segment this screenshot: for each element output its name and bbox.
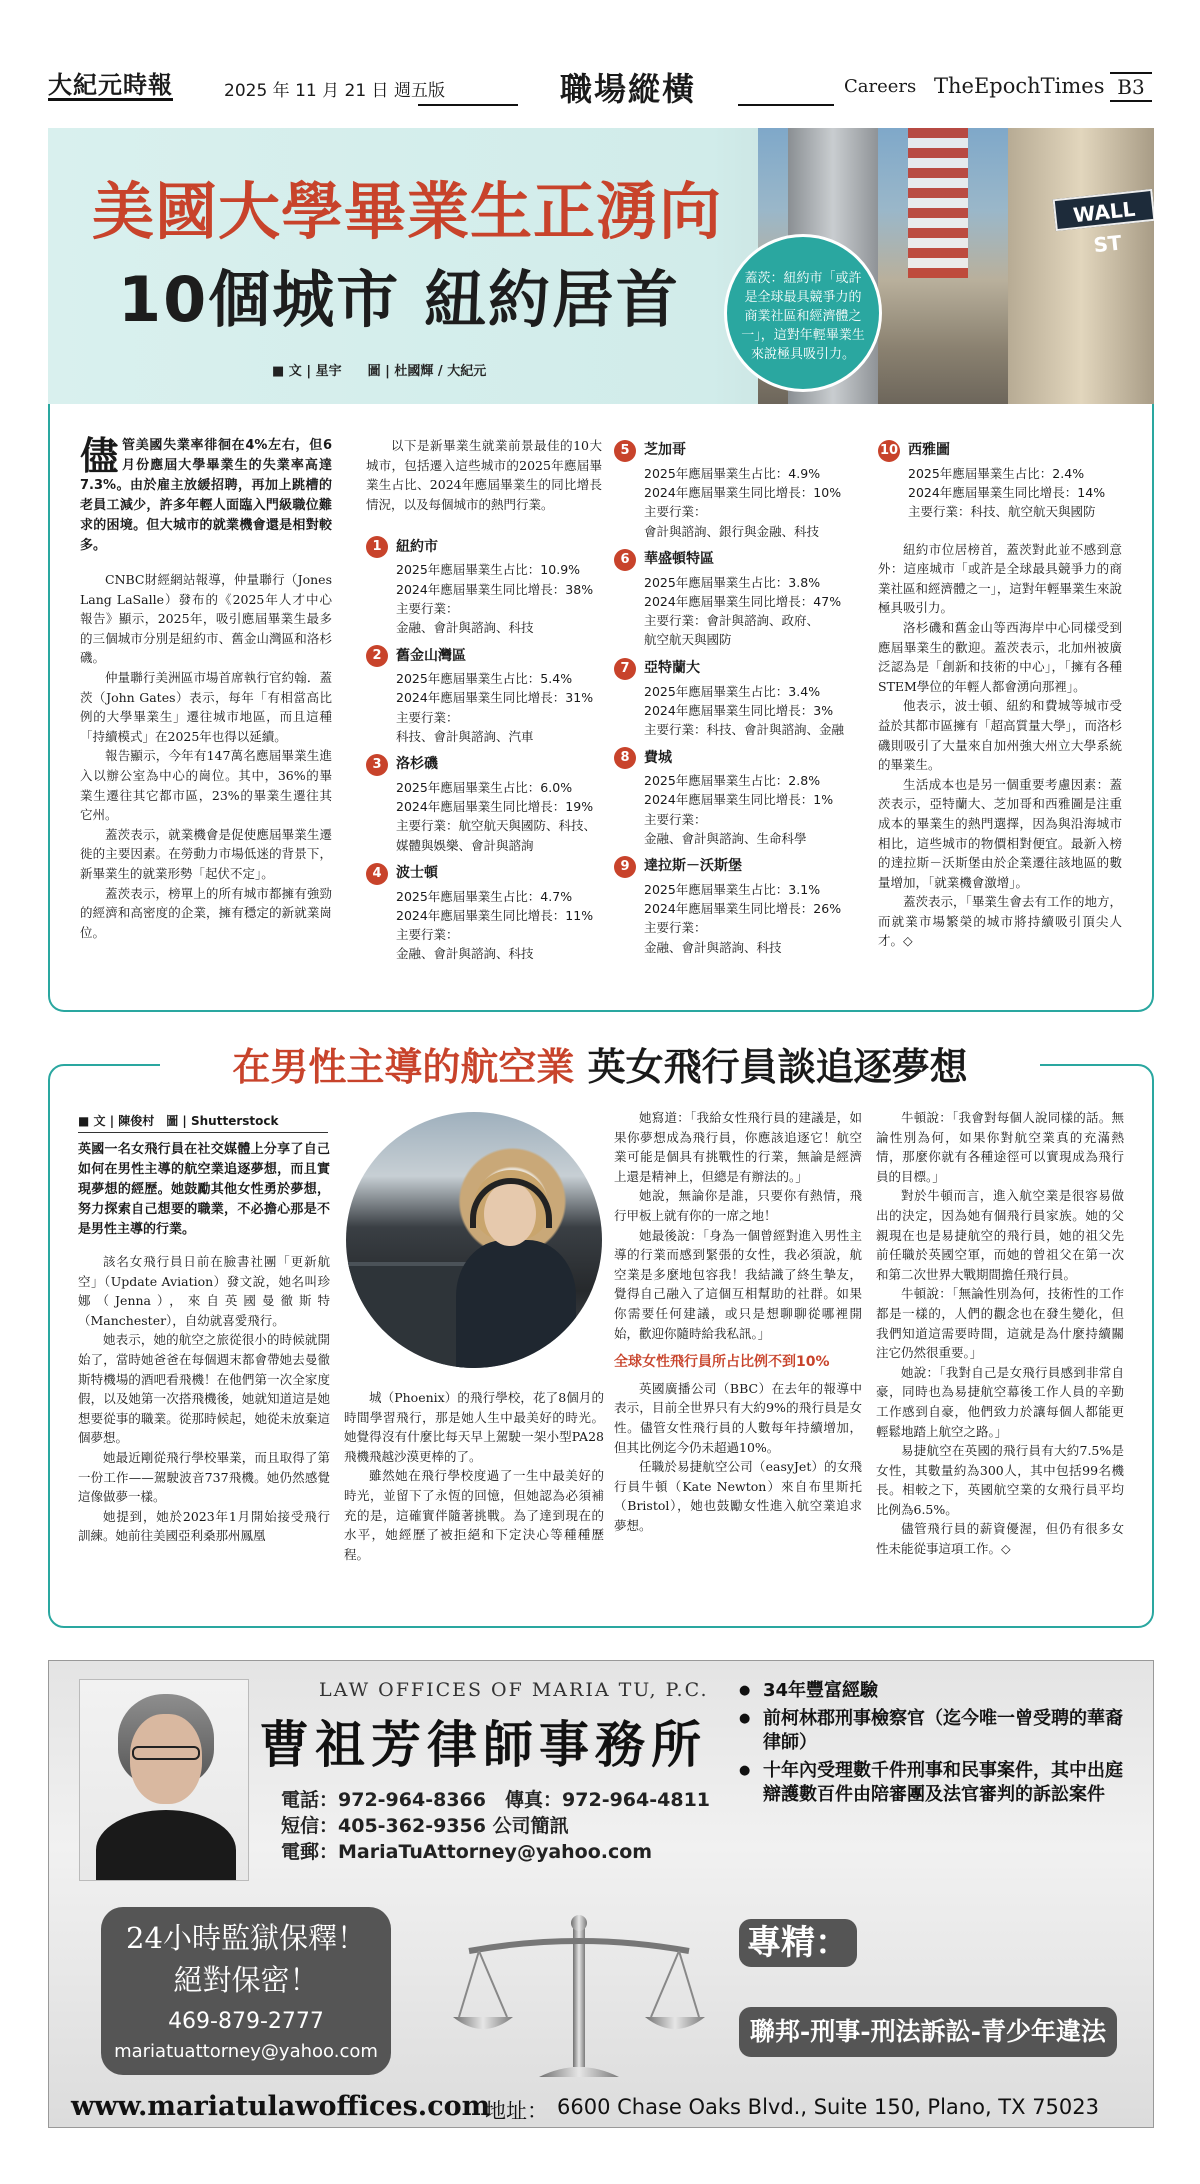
rank-badge: 5 (614, 440, 636, 462)
city-heading (614, 856, 870, 878)
paragraph: 儘管飛行員的薪資優渥，但仍有很多女性未能從事這項工作。◇ (876, 1521, 1124, 1557)
office-address: 6600 Chase Oaks Blvd., Suite 150, Plano, TX 75023 (557, 2095, 1100, 2119)
paragraph: CNBC財經網站報導，仲量聯行（Jones Lang LaSalle）發布的《2025年人才中心報告》顯示，2025年，吸引應屆畢業生最多的三個城市分別是紐約市、舊金山灣區和洛杉磯。 (80, 572, 332, 666)
city-industries: 科技、會計與諮詢、汽車 (396, 728, 534, 744)
sms-number[interactable]: 405-362-9356 公司簡訊 (338, 1815, 569, 1837)
paragraph: 她提到，她於2023年1月開始接受飛行訓練。她前往美國亞利桑那州鳳凰 (78, 1508, 330, 1544)
city-share: 2025年應屆畢業生占比：3.4% (644, 683, 821, 699)
city-growth: 2024年應屆畢業生同比增長：19% (396, 799, 594, 815)
glasses-icon (132, 1746, 200, 1760)
city-entry (366, 645, 602, 746)
section-title: 職場縱橫 (559, 70, 696, 108)
epoch-times-wordmark: TheEpochTimes (934, 74, 1105, 98)
city-list-1-4 (366, 536, 602, 963)
article2-column-3 (614, 1108, 862, 1535)
paragraph: 報告顯示，今年有147萬名應屆畢業生進入以辦公室為中心的崗位。其中，36%的畢業生遷往其它都市區，23%的畢業生遷往其它州。 (80, 748, 332, 823)
article1-column-4 (878, 440, 1122, 951)
city-entry (614, 747, 870, 848)
paragraph: 洛杉磯和舊金山等西海岸中心同樣受到應屆畢業生的歡迎。蓋茨表示，北加州被廣泛認為是「創新和技術的中心」，「擁有各種STEM學位的年輕人都會湧向那裡」。 (878, 619, 1122, 694)
firm-name-chinese: 曹祖芳律師事務所 (259, 1715, 707, 1774)
paragraph: 她寫道：「我給女性飛行員的建議是，如果你夢想成為飛行員，你應該追逐它！航空業可能是個具有挑戰性的行業，無論是經濟上還是精神上，但總是有辦法的。」 (614, 1110, 862, 1184)
city-heading (614, 658, 870, 680)
city-entry (366, 863, 602, 964)
credential-item: ● 前柯林郡刑事檢察官（迄今唯一曾受聘的華裔律師） (739, 1707, 1139, 1755)
city-industries: 金融、會計與諮詢、科技 (396, 619, 534, 635)
city-industries: 金融、會計與諮詢、科技 (396, 946, 534, 962)
paragraph: 城（Phoenix）的飛行學校，花了8個月的時間學習飛行，那是她人生中最美好的時光。她覺得沒有什麼比每天早上駕駛一架小型PA28飛機飛越沙漠更棒的了。 (344, 1390, 604, 1464)
city-name: 紐約市 (396, 538, 438, 555)
city-industry-label: 主要行業： (396, 927, 459, 943)
paragraph: 該名女飛行員日前在臉書社團「更新航空」（Update Aviation）發文說，她名叫珍娜（Jenna），來自英國曼徹斯特（Manchester），自幼就喜愛飛行。 (78, 1254, 330, 1328)
article2-col2-body (344, 1388, 604, 1564)
firm-name-english: LAW OFFICES OF MARIA TU, P.C. (319, 1679, 709, 1701)
bail-line-1: 24小時監獄保釋！ (126, 1921, 366, 1955)
rank-badge: 8 (614, 747, 636, 769)
city-name: 亞特蘭大 (644, 660, 700, 677)
city-share: 2025年應屆畢業生占比：2.8% (644, 773, 821, 789)
city-heading (614, 549, 870, 571)
credentials-list (739, 1679, 1139, 1811)
city-growth: 2024年應屆畢業生同比增長：26% (644, 901, 842, 917)
credential-item: ● 34年豐富經驗 (739, 1679, 1139, 1703)
paragraph: 紐約市位居榜首，蓋茨對此並不感到意外：這座城市「或許是全球最具競爭力的商業社區和經濟體之一」，這對年輕畢業生來說極具吸引力。 (878, 541, 1122, 616)
city-heading (614, 747, 870, 769)
article2-col4-body (876, 1108, 1124, 1559)
article2-title-red: 在男性主導的航空業 (232, 1045, 575, 1089)
masthead (48, 70, 1152, 106)
article2-lead: 英國一名女飛行員在社交媒體上分享了自己如何在男性主導的航空業追逐夢想，而且實現夢想的經歷。她鼓勵其他女性勇於夢想，努力探索自己想要的職業，不必擔心那是不是男性主導的行業。 (78, 1142, 330, 1237)
rank-badge: 1 (366, 536, 388, 558)
article1-pull-quote: 蓋茨：紐約市「或許是全球最具競爭力的商業社區和經濟體之一」，這對年輕畢業生來說極具吸引力。 (724, 234, 882, 392)
practice-areas: 聯邦-刑事-刑法訴訟-青少年違法 (739, 2007, 1117, 2057)
city-industry-label: 主要行業：科技、航空航天與國防 (908, 504, 1096, 520)
rank-badge: 4 (366, 863, 388, 885)
city-industries: 媒體與娛樂、會計與諮詢 (396, 837, 534, 853)
paragraph: 生活成本也是另一個重要考慮因素：蓋茨表示，亞特蘭大、芝加哥和西雅圖是注重成本的畢業生的熱門選擇，因為與沿海城市相比，這些城市的物價相對便宜。最新入榜的達拉斯－沃斯堡由於企業遷往該地區的數量增加，「就業機會激增」。 (878, 776, 1122, 890)
pilot-photo (346, 1112, 602, 1368)
city-heading (366, 754, 602, 776)
newspaper-logo: 大紀元時報 (48, 70, 173, 99)
city-entry (614, 856, 870, 957)
paragraph: 牛頓說：「無論性別為何，技術性的工作都是一樣的，人們的觀念也在發生變化，但我們知道這需要時間，這就是為什麼持續關注它仍然很重要。」 (876, 1286, 1124, 1361)
city-name: 達拉斯－沃斯堡 (644, 858, 742, 875)
phone-number[interactable]: 972-964-8366 (338, 1789, 486, 1811)
city-industry-label: 主要行業： (644, 811, 707, 827)
city-name: 費城 (644, 749, 672, 766)
city-entry (614, 658, 870, 740)
city-heading (366, 645, 602, 667)
city-industries: 航空航天與國防 (644, 632, 732, 648)
city-name: 舊金山灣區 (396, 647, 466, 664)
scales-of-justice-icon (449, 1907, 709, 2087)
city-industry-label: 主要行業：會計與諮詢、政府、 (644, 613, 820, 629)
city-growth: 2024年應屆畢業生同比增長：3% (644, 702, 834, 718)
credential-item: ● 十年內受理數千件刑事和民事案件，其中出庭辯護數百件由陪審團及法官審判的訴訟案件 (739, 1759, 1139, 1807)
rank-badge: 2 (366, 645, 388, 667)
bail-email[interactable]: mariatuattorney@yahoo.com (114, 2041, 378, 2062)
city-industry-label: 主要行業：科技、會計與諮詢、金融 (644, 722, 845, 738)
rank-badge: 6 (614, 549, 636, 571)
article1-col1-body (80, 570, 332, 942)
city-industry-label: 主要行業： (644, 504, 707, 520)
city-entry (366, 754, 602, 855)
drop-cap: 儘 (80, 433, 119, 478)
paragraph: 她說，無論你是誰，只要你有熱情，飛行甲板上就有你的一席之地！ (614, 1188, 862, 1223)
paragraph: 蓋茨表示，「畢業生會去有工作的地方，而就業市場繁榮的城市將持續吸引頂尖人才。◇ (878, 894, 1122, 949)
article1-list-intro: 以下是新畢業生就業前景最佳的10大城市，包括遷入這些城市的2025年應屆畢業生占比、2024年應屆畢業生的同比增長情況，以及每個城市的熱門行業。 (366, 438, 602, 512)
rank-badge: 3 (366, 754, 388, 776)
paragraph: 蓋茨表示，就業機會是促使應屆畢業生遷徙的主要因素。在勞動力市場低迷的背景下，新畢業生的就業形勢「起伏不定」。 (80, 826, 332, 881)
city-growth: 2024年應屆畢業生同比增長：1% (644, 792, 834, 808)
bail-box (101, 1907, 391, 2075)
article1-col4-body (878, 540, 1122, 951)
article1-column-3 (614, 440, 870, 965)
law-office-ad (48, 1660, 1154, 2128)
article2-col3-body-b (614, 1379, 862, 1536)
paragraph: 對於牛頓而言，進入航空業是很容易做出的決定，因為她有個飛行員家族。她的父親現在也是易捷航空的飛行員，她的祖父先前任職於英國空軍，而她的曾祖父在第一次和第二次世界大戰期間擔任飛行員。 (876, 1188, 1124, 1282)
city-heading (366, 536, 602, 558)
city-growth: 2024年應屆畢業生同比增長：14% (908, 485, 1106, 501)
contact-block: 電話：972-964-8366 傳真：972-964-4811 短信：405-362-9356 公司簡訊 電郵：MariaTuAttorney@yahoo.com (281, 1789, 711, 1863)
city-share: 2025年應屆畢業生占比：10.9% (396, 562, 581, 578)
article2-column-4 (876, 1108, 1124, 1559)
paragraph: 任職於易捷航空公司（easyJet）的女飛行員牛頓（Kate Newton）來自布里斯托（Bristol），她也鼓勵女性進入航空業追求夢想。 (614, 1459, 862, 1533)
city-name: 洛杉磯 (396, 756, 438, 773)
header-rule-right (738, 104, 834, 106)
article1-column-2 (366, 436, 602, 972)
header-rule-left (418, 104, 518, 106)
attorney-portrait (79, 1679, 249, 1881)
city-entry (366, 536, 602, 637)
email-address[interactable]: MariaTuAttorney@yahoo.com (338, 1841, 653, 1863)
paragraph: 她最後說：「身為一個曾經對進入男性主導的行業而感到緊張的女性，我必須說，航空業是多麼地包容我！我結識了終生摯友，覺得自己融入了這個互相幫助的社群。如果你需要任何建議，或只是想聊聊從哪裡開始，歡迎你隨時給我私訊。」 (614, 1227, 862, 1341)
city-growth: 2024年應屆畢業生同比增長：31% (396, 690, 594, 706)
paragraph: 她表示，她的航空之旅從很小的時候就開始了，當時她爸爸在每個週末都會帶她去曼徹斯特機場的酒吧看飛機！在他們第一次全家度假，以及她第一次搭飛機後，她就知道這是她想要從事的職業。從那時候起，她從未放棄這個夢想。 (78, 1332, 330, 1446)
article1-byline: ■ 文 | 星宇 圖 | 杜國輝 / 大紀元 (272, 364, 487, 379)
city-heading (366, 863, 602, 885)
city-growth: 2024年應屆畢業生同比增長：38% (396, 581, 594, 597)
city-entry (878, 440, 1122, 522)
article2-col1-body (78, 1252, 330, 1546)
city-share: 2025年應屆畢業生占比：6.0% (396, 780, 573, 795)
paragraph: 仲量聯行美洲區市場首席執行官約翰．蓋茨（John Gates）表示，每年「有相當高比例的大學畢業生」遷往城市地區，而且這種「持續模式」在2025年也得以延續。 (80, 669, 332, 744)
city-list-5-9 (614, 440, 870, 957)
rank-badge: 10 (878, 440, 900, 462)
city-industry-label: 主要行業： (396, 600, 459, 616)
article1-column-1 (80, 433, 332, 942)
article1-title-line1: 美國大學畢業生正湧向 (92, 175, 723, 248)
city-growth: 2024年應屆畢業生同比增長：47% (644, 594, 842, 610)
page-number: B3 (1110, 72, 1152, 102)
website-link[interactable]: www.mariatulawoffices.com (71, 2091, 491, 2122)
city-share: 2025年應屆畢業生占比：3.1% (644, 882, 821, 898)
article2-column-1 (78, 1140, 330, 1546)
bail-phone[interactable]: 469-879-2777 (168, 2009, 324, 2034)
article2-column-2 (344, 1388, 604, 1564)
article2-byline: ■ 文 | 陳俊村 圖 | Shutterstock (78, 1112, 328, 1133)
paragraph: 她說：「我對自己是女飛行員感到非常自豪，同時也為易捷航空幕後工作人員的辛勤工作感到自豪，他們致力於讓每個人都能更輕鬆地踏上航空之路。」 (876, 1364, 1124, 1439)
city-name: 華盛頓特區 (644, 551, 714, 568)
address-label: 地址： (485, 2099, 548, 2123)
city-growth: 2024年應屆畢業生同比增長：10% (644, 485, 842, 501)
city-heading (614, 440, 870, 462)
city-growth: 2024年應屆畢業生同比增長：11% (396, 908, 594, 924)
paragraph: 他表示，波士頓、紐約和費城等城市受益於其都市區擁有「超高質量大學」，而洛杉磯則吸引了大量來自加州強大州立大學系統的畢業生。 (878, 698, 1122, 773)
paragraph: 英國廣播公司（BBC）在去年的報導中表示，目前全世界只有大約9%的飛行員是女性。儘管女性飛行員的人數每年持續增加，但其比例迄今仍未超過10%。 (614, 1380, 862, 1455)
city-industries: 金融、會計與諮詢、科技 (644, 939, 782, 955)
article2-subhead: 全球女性飛行員所占比例不到10% (614, 1354, 830, 1371)
city-name: 芝加哥 (644, 442, 686, 459)
city-industry-label: 主要行業： (396, 709, 459, 725)
section-english: Careers (844, 76, 917, 97)
flag-icon (908, 128, 968, 278)
rank-badge: 7 (614, 658, 636, 680)
article2-col3-body-a (614, 1108, 862, 1343)
paragraph: 蓋茨表示，榜單上的所有城市都擁有強勁的經濟和高密度的企業，擁有穩定的新就業崗位。 (80, 885, 332, 940)
city-industry-label: 主要行業： (644, 920, 707, 936)
city-industries: 金融、會計與諮詢、生命科學 (644, 830, 807, 846)
specialty-label: 專精： (739, 1919, 857, 1967)
city-industry-label: 主要行業：航空航天與國防、科技、 (396, 818, 597, 834)
city-name: 西雅圖 (908, 442, 950, 459)
paragraph: 雖然她在飛行學校度過了一生中最美好的時光，並留下了永恆的回憶，但她認為必須補充的是，這確實伴隨著挑戰。為了達到現在的水平，她經歷了被拒絕和下定決心等種種歷程。 (344, 1468, 604, 1562)
article1-lead: 儘管美國失業率徘徊在4%左右，但6月份應屆大學畢業生的失業率高達7.3%。由於雇主放緩招聘，再加上跳槽的老員工減少，許多年輕人面臨入門級職位難求的困境。但大城市的就業機會還是相對較多。 (80, 433, 332, 553)
city-entry (614, 549, 870, 650)
paragraph: 牛頓說：「我會對每個人說同樣的話。無論性別為何，如果你對航空業真的充滿熱情，那麼你就有各種途徑可以實現成為飛行員的目標。」 (876, 1110, 1124, 1184)
city-share: 2025年應屆畢業生占比：4.9% (644, 466, 821, 481)
city-share: 2025年應屆畢業生占比：4.7% (396, 888, 573, 904)
article2-title (160, 1036, 1040, 1091)
city-name: 波士頓 (396, 865, 438, 882)
wall-street-sign-icon: WALL ST (1053, 189, 1154, 231)
city-heading (878, 440, 1122, 462)
issue-date: 2025 年 11 月 21 日 週五版 (224, 81, 445, 101)
bail-line-2: 絕對保密！ (173, 1963, 319, 1997)
city-industries: 會計與諮詢、銀行與金融、科技 (644, 523, 820, 539)
city-list-10 (878, 440, 1122, 522)
paragraph: 易捷航空在英國的飛行員有大約7.5%是女性，其數量約為300人，其中包括99名機長。相較之下，英國航空業的女飛行員平均比例為6.5%。 (876, 1443, 1124, 1517)
paragraph: 她最近剛從飛行學校畢業，而且取得了第一份工作——駕駛波音737飛機。她仍然感覺這像做夢一樣。 (78, 1449, 330, 1505)
rank-badge: 9 (614, 856, 636, 878)
fax-number: 972-964-4811 (562, 1789, 711, 1811)
article2-title-black: 英女飛行員談追逐夢想 (574, 1045, 968, 1089)
article1-title-line2: 10個城市 紐約居首 (118, 263, 680, 336)
city-share: 2025年應屆畢業生占比：5.4% (396, 671, 573, 687)
city-share: 2025年應屆畢業生占比：3.8% (644, 574, 821, 590)
city-entry (614, 440, 870, 541)
city-share: 2025年應屆畢業生占比：2.4% (908, 466, 1085, 481)
